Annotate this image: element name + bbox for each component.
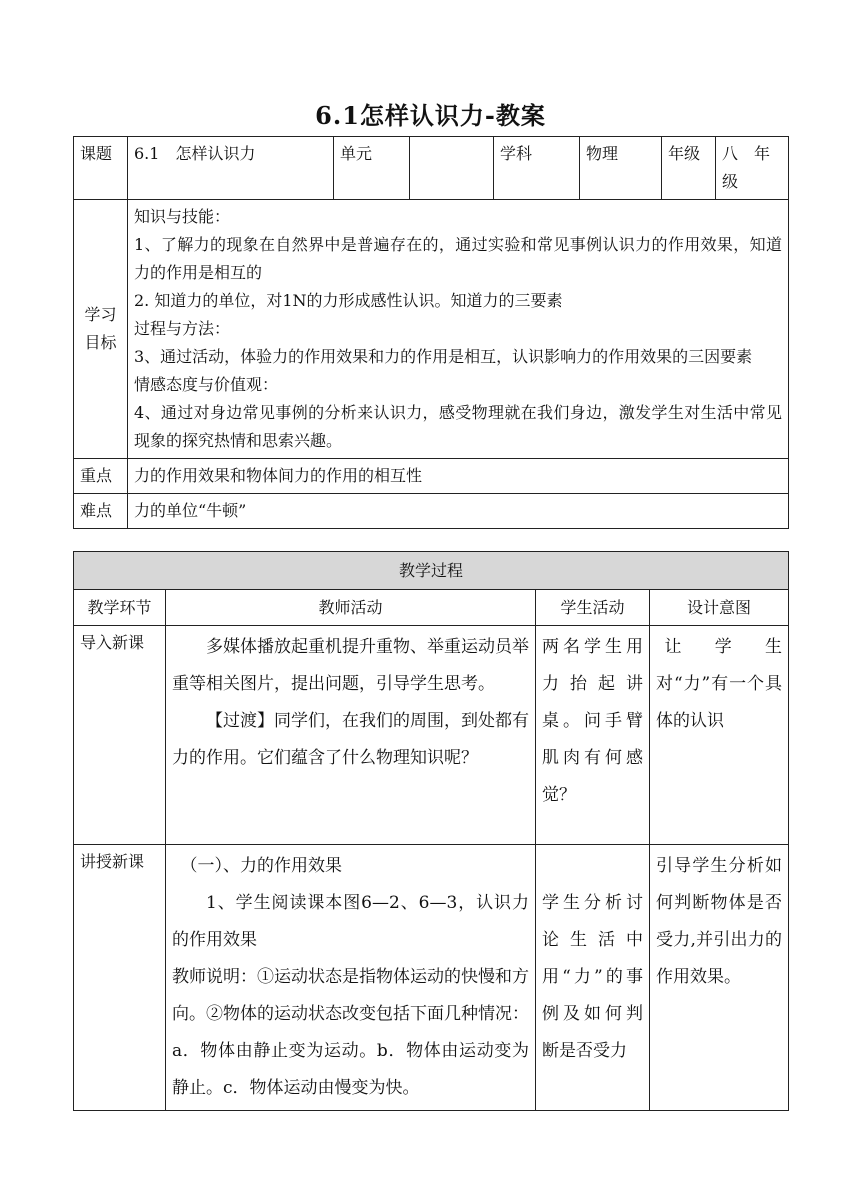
lesson-info-table <box>73 136 789 529</box>
key-point-label: 重点 <box>74 459 128 494</box>
objectives-label <box>74 200 128 459</box>
student-activity-cell: 两名学生用力抬起讲桌。问手臂肌肉有何感觉？ <box>536 626 650 845</box>
student-activity-cell <box>536 845 650 1111</box>
teacher-paragraph: 1、学生阅读课本图6—2、6—3，认识力的作用效果 <box>172 893 529 950</box>
objective-line: 2. 知道力的单位，对1N的力形成感性认识。知道力的三要素 <box>134 291 563 310</box>
subject-value: 物理 <box>580 137 662 200</box>
design-intent-cell: 让学生对“力”有一个具体的认识 <box>650 626 789 845</box>
column-header: 教师活动 <box>166 590 536 626</box>
column-header: 设计意图 <box>650 590 789 626</box>
student-activity-text: 学生分析讨论生活中用“力”的事例及如何判断是否受力 <box>542 893 643 1061</box>
teacher-activity-cell <box>166 626 536 845</box>
topic-label: 课题 <box>74 137 128 200</box>
difficult-point-label: 难点 <box>74 494 128 529</box>
stage-cell: 导入新课 <box>74 626 166 845</box>
difficult-point-value: 力的单位“牛顿” <box>128 494 789 529</box>
key-point-value: 力的作用效果和物体间力的作用的相互性 <box>128 459 789 494</box>
objective-line: 情感态度与价值观： <box>134 375 279 394</box>
objective-line: 3、通过活动，体验力的作用效果和力的作用是相互，认识影响力的作用效果的三因要素 <box>134 347 753 366</box>
teacher-paragraph: 【过渡】同学们，在我们的周围，到处都有力的作用。它们蕴含了什么物理知识呢？ <box>172 711 529 768</box>
teaching-process-table <box>73 551 789 1111</box>
teacher-paragraph: 教师说明：①运动状态是指物体运动的快慢和方向。②物体的运动状态改变包括下面几种情况：a．物体由静止变为运动。b．物体由运动变为静止。c．物体运动由慢变为快。 <box>172 967 529 1098</box>
process-title: 教学过程 <box>74 552 789 590</box>
unit-value <box>410 137 494 200</box>
objective-line: 过程与方法： <box>134 319 231 338</box>
grade-label: 年级 <box>662 137 716 200</box>
objective-line: 4、通过对身边常见事例的分析来认识力，感受物理就在我们身边，激发学生对生活中常见现象的探究热情和思索兴趣。 <box>134 403 782 450</box>
objective-line: 1、了解力的现象在自然界中是普遍存在的，通过实验和常见事例认识力的作用效果，知道力的作用是相互的 <box>134 235 782 282</box>
stage-cell: 讲授新课 <box>74 845 166 1111</box>
column-header: 学生活动 <box>536 590 650 626</box>
grade-value: 八 年级 <box>716 137 789 200</box>
column-header: 教学环节 <box>74 590 166 626</box>
page-title: 6.1怎样认识力-教案 <box>315 101 546 130</box>
teacher-paragraph: 多媒体播放起重机提升重物、举重运动员举重等相关图片，提出问题，引导学生思考。 <box>172 637 529 694</box>
topic-value: 6.1 怎样认识力 <box>128 137 334 200</box>
unit-label: 单元 <box>334 137 410 200</box>
objectives-content <box>128 200 789 459</box>
subject-label: 学科 <box>494 137 580 200</box>
design-intent-cell: 引导学生分析如何判断物体是否受力,并引出力的作用效果。 <box>650 845 789 1111</box>
teacher-activity-cell <box>166 845 536 1111</box>
objectives-label-text: 学习目标 <box>84 305 117 352</box>
objective-line: 知识与技能： <box>134 207 231 226</box>
teacher-paragraph: （一）、力的作用效果 <box>180 856 342 876</box>
